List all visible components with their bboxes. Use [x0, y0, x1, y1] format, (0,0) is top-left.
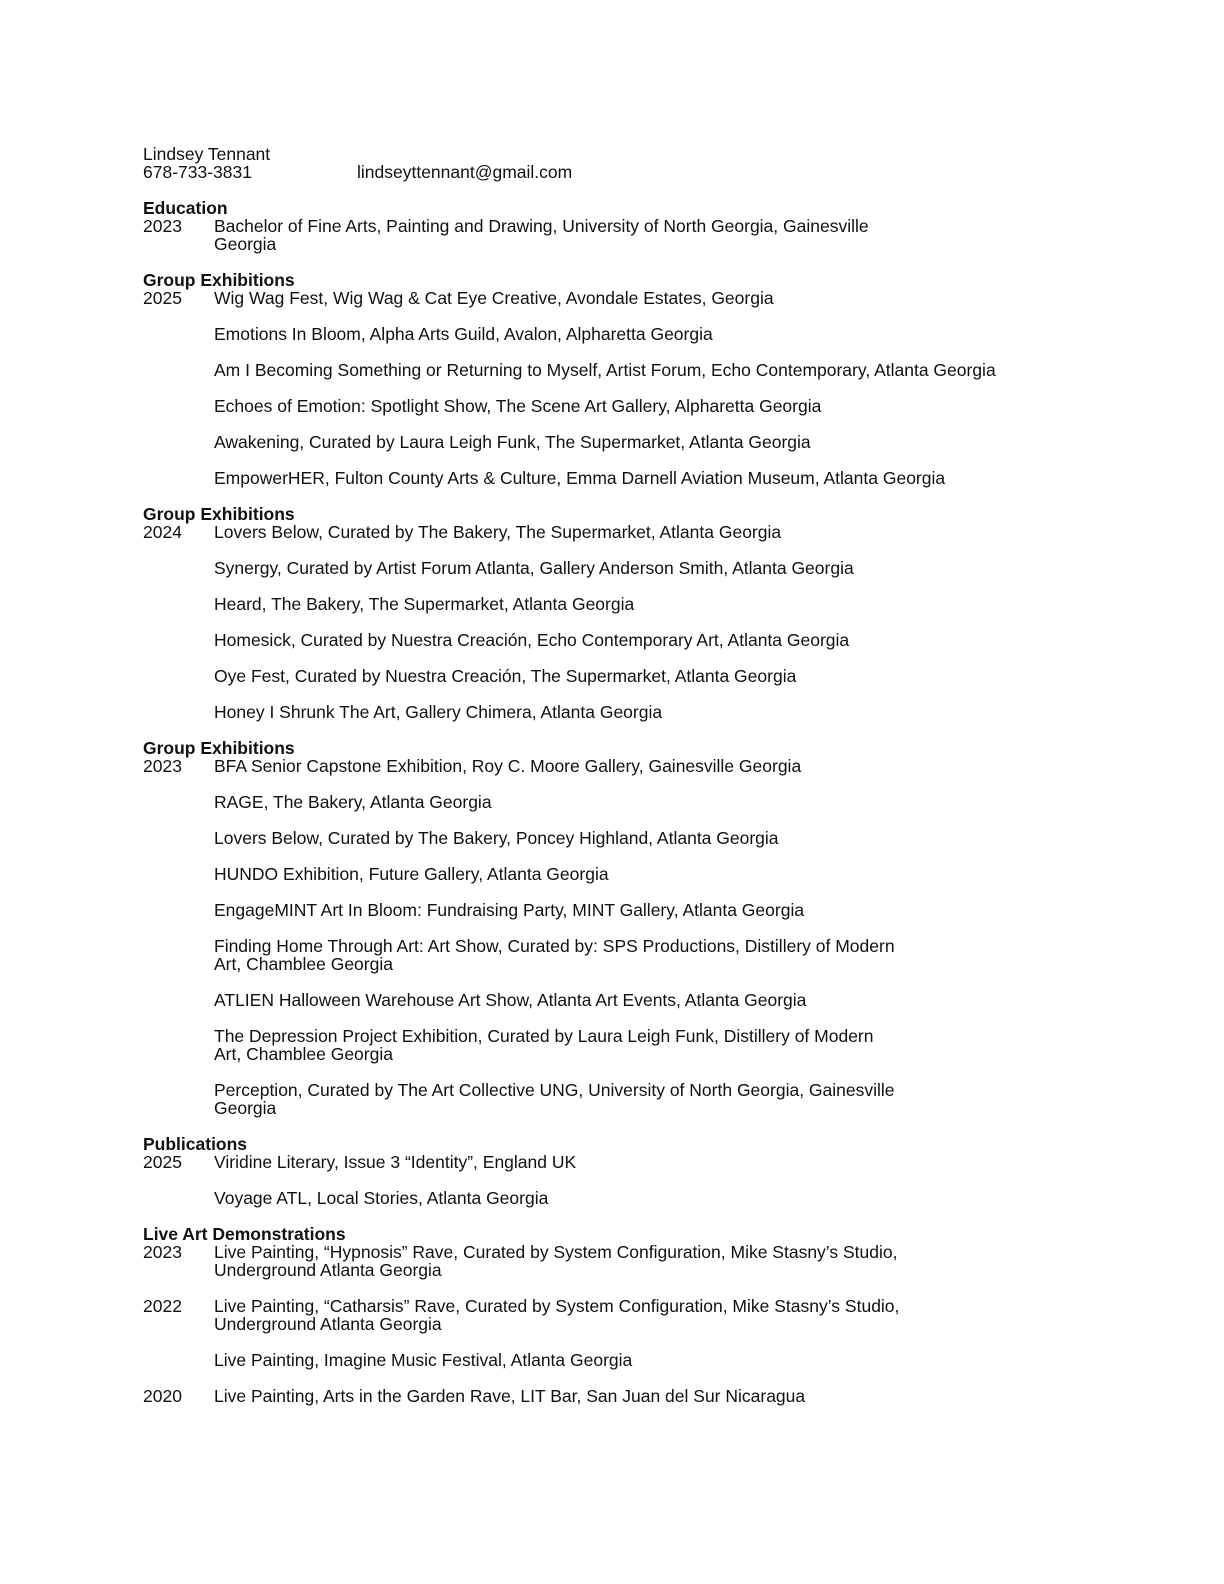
entry-text: EmpowerHER, Fulton County Arts & Culture, Emma Darnell Aviation Museum, Atlanta Georgia	[214, 468, 946, 488]
email-address: lindseyttennant@gmail.com	[357, 162, 573, 182]
entry-text: Voyage ATL, Local Stories, Atlanta Georgia	[214, 1188, 549, 1208]
entry-text: BFA Senior Capstone Exhibition, Roy C. Moore Gallery, Gainesville Georgia	[214, 756, 802, 776]
list-item	[143, 757, 1143, 775]
list-item	[143, 1027, 1143, 1063]
entry-year: 2025	[143, 1152, 182, 1172]
list-item	[143, 1189, 1143, 1207]
entry-text: Lovers Below, Curated by The Bakery, Poncey Highland, Atlanta Georgia	[214, 828, 779, 848]
entry-text: EngageMINT Art In Bloom: Fundraising Party, MINT Gallery, Atlanta Georgia	[214, 900, 805, 920]
entry-text: Echoes of Emotion: Spotlight Show, The Scene Art Gallery, Alpharetta Georgia	[214, 396, 822, 416]
entry-year: 2023	[143, 1242, 182, 1262]
list-item	[143, 1243, 1143, 1279]
list-item	[143, 703, 1143, 721]
entry-text: The Depression Project Exhibition, Curated by Laura Leigh Funk, Distillery of Modern Art, Chamblee Georgia	[214, 1026, 874, 1064]
entry-year: 2024	[143, 522, 182, 542]
entry-text: Bachelor of Fine Arts, Painting and Drawing, University of North Georgia, Gainesville Georgia	[214, 216, 869, 254]
list-item	[143, 1351, 1143, 1369]
entry-text: Emotions In Bloom, Alpha Arts Guild, Avalon, Alpharetta Georgia	[214, 324, 713, 344]
list-item	[143, 559, 1143, 577]
list-item	[143, 1081, 1143, 1117]
list-item	[143, 829, 1143, 847]
section-heading: Group Exhibitions	[143, 270, 295, 290]
section-heading: Publications	[143, 1134, 248, 1154]
section-heading: Group Exhibitions	[143, 738, 295, 758]
resume-sections	[143, 199, 1143, 1405]
list-item	[143, 1153, 1143, 1171]
list-item	[143, 937, 1143, 973]
entry-text: Heard, The Bakery, The Supermarket, Atlanta Georgia	[214, 594, 635, 614]
resume-name: Lindsey Tennant	[143, 144, 271, 164]
entry-text: ATLIEN Halloween Warehouse Art Show, Atlanta Art Events, Atlanta Georgia	[214, 990, 807, 1010]
entry-text: Live Painting, Arts in the Garden Rave, LIT Bar, San Juan del Sur Nicaragua	[214, 1386, 806, 1406]
list-item	[143, 523, 1143, 541]
entry-year: 2020	[143, 1386, 182, 1406]
entry-text: Perception, Curated by The Art Collective UNG, University of North Georgia, Gainesville Georgia	[214, 1080, 895, 1118]
entry-text: Finding Home Through Art: Art Show, Curated by: SPS Productions, Distillery of Modern Art, Chamblee Georgia	[214, 936, 895, 974]
section-group-exhibitions	[143, 739, 1143, 1117]
list-item	[143, 631, 1143, 649]
entry-text: Live Painting, Imagine Music Festival, Atlanta Georgia	[214, 1350, 633, 1370]
entry-year: 2022	[143, 1296, 182, 1316]
list-item	[143, 361, 1143, 379]
entry-text: Viridine Literary, Issue 3 “Identity”, England UK	[214, 1152, 577, 1172]
list-item	[143, 991, 1143, 1009]
entry-text: Homesick, Curated by Nuestra Creación, Echo Contemporary Art, Atlanta Georgia	[214, 630, 850, 650]
entry-text: RAGE, The Bakery, Atlanta Georgia	[214, 792, 492, 812]
entry-text: HUNDO Exhibition, Future Gallery, Atlanta Georgia	[214, 864, 609, 884]
entry-text: Awakening, Curated by Laura Leigh Funk, The Supermarket, Atlanta Georgia	[214, 432, 811, 452]
list-item	[143, 667, 1143, 685]
resume-page	[143, 145, 1143, 1405]
list-item	[143, 289, 1143, 307]
list-item	[143, 325, 1143, 343]
section-publications	[143, 1135, 1143, 1207]
entry-text: Live Painting, “Catharsis” Rave, Curated by System Configuration, Mike Stasny’s Studio, Underground Atlanta Georgia	[214, 1296, 900, 1334]
contact-line	[143, 163, 1143, 181]
section-heading: Group Exhibitions	[143, 504, 295, 524]
list-item	[143, 793, 1143, 811]
entry-text: Wig Wag Fest, Wig Wag & Cat Eye Creative, Avondale Estates, Georgia	[214, 288, 774, 308]
list-item	[143, 865, 1143, 883]
list-item	[143, 1387, 1143, 1405]
section-education	[143, 199, 1143, 253]
list-item	[143, 901, 1143, 919]
section-heading: Education	[143, 198, 228, 218]
list-item	[143, 595, 1143, 613]
entry-text: Live Painting, “Hypnosis” Rave, Curated by System Configuration, Mike Stasny’s Studio, Underground Atlanta Georgia	[214, 1242, 898, 1280]
entry-text: Am I Becoming Something or Returning to Myself, Artist Forum, Echo Contemporary, Atlanta Georgia	[214, 360, 996, 380]
section-group-exhibitions	[143, 505, 1143, 721]
entry-text: Lovers Below, Curated by The Bakery, The Supermarket, Atlanta Georgia	[214, 522, 782, 542]
list-item	[143, 217, 1143, 253]
list-item	[143, 433, 1143, 451]
entry-text: Oye Fest, Curated by Nuestra Creación, The Supermarket, Atlanta Georgia	[214, 666, 797, 686]
list-item	[143, 469, 1143, 487]
list-item	[143, 1297, 1143, 1333]
entry-year: 2023	[143, 756, 182, 776]
entry-year: 2023	[143, 216, 182, 236]
list-item	[143, 397, 1143, 415]
section-group-exhibitions	[143, 271, 1143, 487]
section-live-art-demonstrations	[143, 1225, 1143, 1405]
entry-text: Synergy, Curated by Artist Forum Atlanta, Gallery Anderson Smith, Atlanta Georgia	[214, 558, 854, 578]
phone-number: 678-733-3831	[143, 162, 252, 182]
entry-year: 2025	[143, 288, 182, 308]
entry-text: Honey I Shrunk The Art, Gallery Chimera, Atlanta Georgia	[214, 702, 663, 722]
section-heading: Live Art Demonstrations	[143, 1224, 346, 1244]
